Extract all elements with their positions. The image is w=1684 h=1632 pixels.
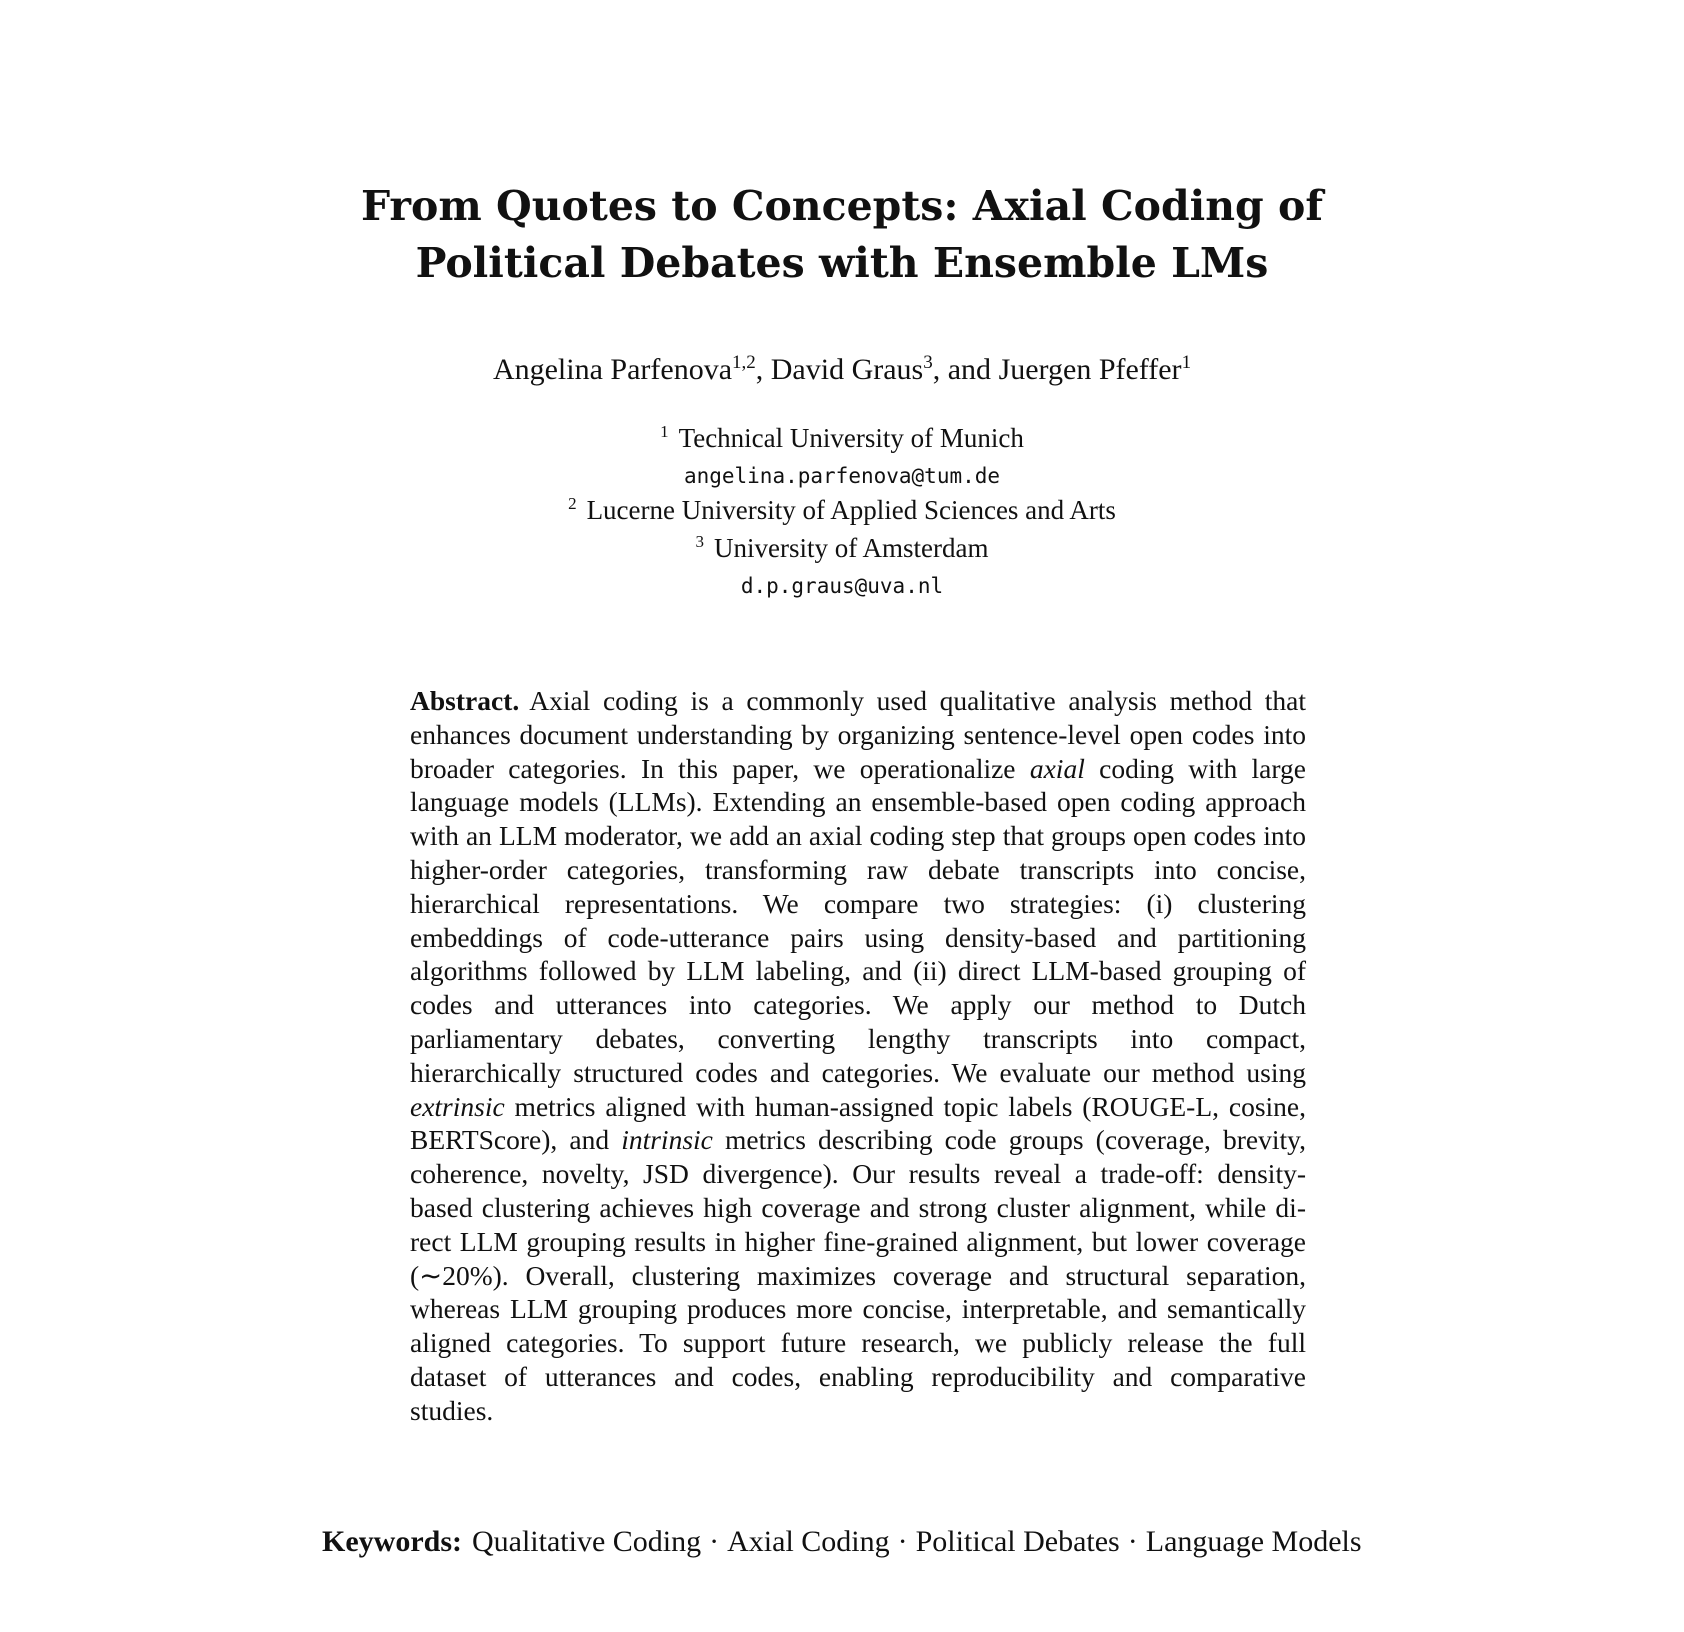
title-line-1: From Quotes to Concepts: Axial Coding of	[361, 182, 1323, 230]
keywords	[322, 1524, 1402, 1560]
abstract-emphasis: extrinsic	[410, 1090, 505, 1122]
keyword-separator: ·	[1127, 1525, 1138, 1558]
author-name: Angelina Parfenova	[492, 353, 733, 386]
abstract-label: Abstract.	[410, 685, 520, 716]
affiliation-item	[0, 531, 1684, 569]
abstract-text: metrics describing code groups (coverage, brevity, coherence, novelty, JSD divergence). Our results reveal a trade-off: density-based clustering achieves high coverage and strong cluster alignment, while direct LLM grouping results in higher fine-grained alignment, but lower coverage (∼20%). Overall, clustering maximizes coverage and structural separation, whereas LLM grouping produces more concise, interpretable, and semantically aligned categories. To support future research, we publicly release the full dataset of utterances and codes, enabling reproducibility and comparative studies.	[410, 1124, 1307, 1426]
author-separator: ,	[755, 353, 771, 386]
affiliation-number: 1	[660, 422, 669, 441]
affiliation-institution: University of Amsterdam	[714, 533, 989, 563]
author-affiliation-mark: 1,2	[732, 352, 756, 373]
keyword-separator: ·	[709, 1525, 720, 1558]
affiliation-item	[0, 493, 1684, 531]
keyword-item: Axial Coding	[727, 1525, 890, 1558]
affiliation-item	[0, 421, 1684, 459]
author-affiliation-mark: 1	[1181, 352, 1192, 373]
keyword-item: Qualitative Coding	[471, 1525, 702, 1558]
affiliation-email[interactable]: d.p.graus@uva.nl	[740, 574, 944, 598]
author-affiliation-mark: 3	[923, 352, 933, 373]
author-name: Juergen Pfeffer	[998, 353, 1182, 386]
title-line-2: Political Debates with Ensemble LMs	[415, 239, 1269, 287]
keyword-item: Language Models	[1145, 1525, 1362, 1558]
affiliation-institution: Technical University of Munich	[678, 423, 1024, 453]
keyword-separator: ·	[897, 1525, 908, 1558]
abstract-text: Axial coding is a commonly used qualitative analysis method that enhances document understanding by organizing sentence-level open codes into broader categories. In this paper, we operationalize	[410, 685, 1306, 784]
abstract-emphasis: axial	[1029, 752, 1085, 784]
affiliation-number: 2	[568, 494, 577, 513]
affiliation-number: 3	[695, 532, 705, 551]
author-list	[0, 352, 1684, 392]
affiliation-list	[0, 421, 1684, 603]
affiliation-institution: Lucerne University of Applied Sciences and Arts	[586, 495, 1116, 525]
keyword-item: Political Debates	[915, 1525, 1120, 1558]
paper-title	[0, 178, 1684, 292]
keywords-label: Keywords:	[322, 1525, 462, 1558]
author-separator: , and	[932, 353, 999, 386]
abstract-text: metrics aligned with human-assigned topic labels (ROUGE-L, cosine, BERTScore), and	[410, 1090, 1306, 1156]
abstract-text: coding with large language models (LLMs). Extending an ensemble-based open coding approach with an LLM moderator, we add an axial coding step that groups open codes into higher-order categories, transforming raw debate transcripts into concise, hierarchical representations. We compare two strategies: (i) clustering embeddings of code-utterance pairs using density-based and partitioning algorithms followed by LLM labeling, and (ii) direct LLM-based grouping of codes and utterances into categories. We apply our method to Dutch parliamentary debates, converting lengthy transcripts into compact, hierarchically structured codes and categories. We evaluate our method using	[410, 752, 1306, 1088]
abstract	[410, 684, 1306, 1428]
affiliation-email[interactable]: angelina.parfenova@tum.de	[683, 464, 1001, 488]
author-name: David Graus	[770, 353, 924, 386]
abstract-emphasis: intrinsic	[621, 1124, 713, 1156]
